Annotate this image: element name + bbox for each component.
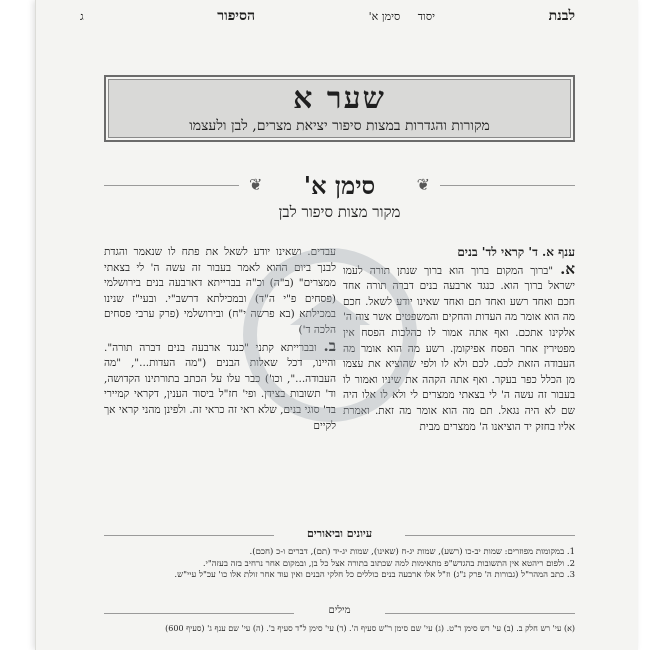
notes-section	[104, 547, 575, 582]
source-ref: (ב"ה)	[269, 277, 294, 290]
ornament-icon: ❦	[416, 175, 430, 194]
divider-line	[104, 535, 274, 536]
header-segment: יסוד	[417, 10, 435, 23]
divider-line	[440, 185, 575, 186]
chapter-heading: שער א	[293, 81, 386, 116]
footer-label: מילים	[328, 605, 351, 616]
note-item: 2. ולפום ריהטא אין התשובות בהגדש"פ מתאימות למה שכתוב בתורה אצל כל בן, ובמקום אחר נרחיב בזה בעזה"י.	[202, 558, 575, 569]
notes-label: עיונים וביאורים	[306, 527, 373, 540]
footer-divider	[104, 605, 575, 621]
chapter-subheading: מקורות והגדרות במצות סיפור יציאת מצרים, לבן ולעצמו	[189, 118, 490, 134]
body-text: "ברוך המקום ברוך הוא ברוך שנתן תורה לעמו ישראל ברוך הוא. כנגד ארבעה בנים דברה תורה אחד חכם ואחד רשע ואחד תם ואחד שאינו יודע לשאל. חכם מה הוא אומר מה העדות והחקים והמשפטים אשר צוה ה' אלקינו אתכם. ואף אתה אמור לו כהלכות הפסח אין מפטירין אחר הפסח אפיקומן. רשע מה הוא אומר מה העבודה הזאת לכם. לכם ולא לו ולפי שהוציא את עצמו מן הכלל כפר בעקר. ואף אתה הקהה את שיניו ואמור לו בעבור זה עשה ה' לי בצאתי ממצרים לי ולא לו אלו היה שם לא היה נגאל. תם מה הוא אומר מה זאת. ואמרת אליו בחזק יד הוציאנו ה' ממצרים מבית	[343, 264, 575, 433]
footer-references: (א) עי' רש חלק ב. (ב) עי' רש סימן ר"ט. (ג) עי' שם סימן ר"ש סעיף ה'. (ד) עי' סימן ל"ד סעיף ב'. (ה) עי' שם ענף ג' (סעיף 600)	[165, 624, 575, 633]
body-text: עבדים. ושאינו יודע לשאל את פתח לו שנאמר והגדת לבנך ביום ההוא לאמר בעבור זה עשה ה' לי בצאתי ממצרים"	[104, 246, 336, 290]
chapter-title-box	[104, 75, 575, 142]
note-item: 1. במקומות מפוזרים: שמות יב-כו (רשע), שמות יג-ח (שאינו), שמות יג-יד (תם), דברים ו-כ (חכם).	[249, 547, 575, 557]
text-column-left	[104, 245, 336, 515]
header-center	[355, 10, 435, 23]
paragraph-letter: א.	[560, 259, 575, 278]
text-column-right	[343, 245, 575, 515]
section-lead: ענף א. ד' קראי לד' בנים	[457, 245, 575, 259]
header-section-title: הסיפור	[217, 8, 255, 24]
divider-line	[104, 185, 239, 186]
body-text: וכ"ה בברייתא דארבעה בנים בירושלמי (פסחים פ"י ה"ד) ובמכילתא דרשב"י. ובעי"ז שנינו במכילתא (בא פרשה י"ח) ובירושלמי (פרק ערבי פסחים הלכה ד')	[104, 277, 336, 336]
note-item: 3. כתב המהר"ל (גבורות ה' פרק נ"ג) וז"ל אלו ארבעה בנים כוללים כל חלקי הבנים ואין עוד אחר זולת אלו כו' עכ"ל עיי"ש.	[174, 570, 575, 581]
siman-label: סימן א'	[303, 171, 376, 200]
header-book-title: לבנת	[548, 8, 575, 24]
paragraph-letter: ב.	[323, 336, 336, 355]
running-header	[80, 6, 575, 30]
divider-line	[104, 613, 294, 614]
siman-heading	[104, 171, 575, 201]
notes-divider	[104, 527, 575, 543]
siman-subtitle: מקור מצות סיפור לבן	[278, 203, 401, 221]
page-number: ג	[80, 10, 84, 23]
header-segment: סימן א'	[368, 10, 401, 23]
body-text: ובברייתא קתני "כנגד ארבעה בנים דברה תורה". והיינו, דכל שאלות הבנים ("מה העדות...", "מה העבודה...", וכו') כבר עלו על הכתב בתורתינו הקדושה, וד' תשובות בצידן. ופי' חז"ל ביסוד הענין, דקראי קמיירי בד' סוגי בנים, שלא ראי זה כראי זה. ולפינן מהני קראי אך לקיים	[104, 341, 336, 432]
ornament-icon: ❦	[249, 175, 263, 194]
